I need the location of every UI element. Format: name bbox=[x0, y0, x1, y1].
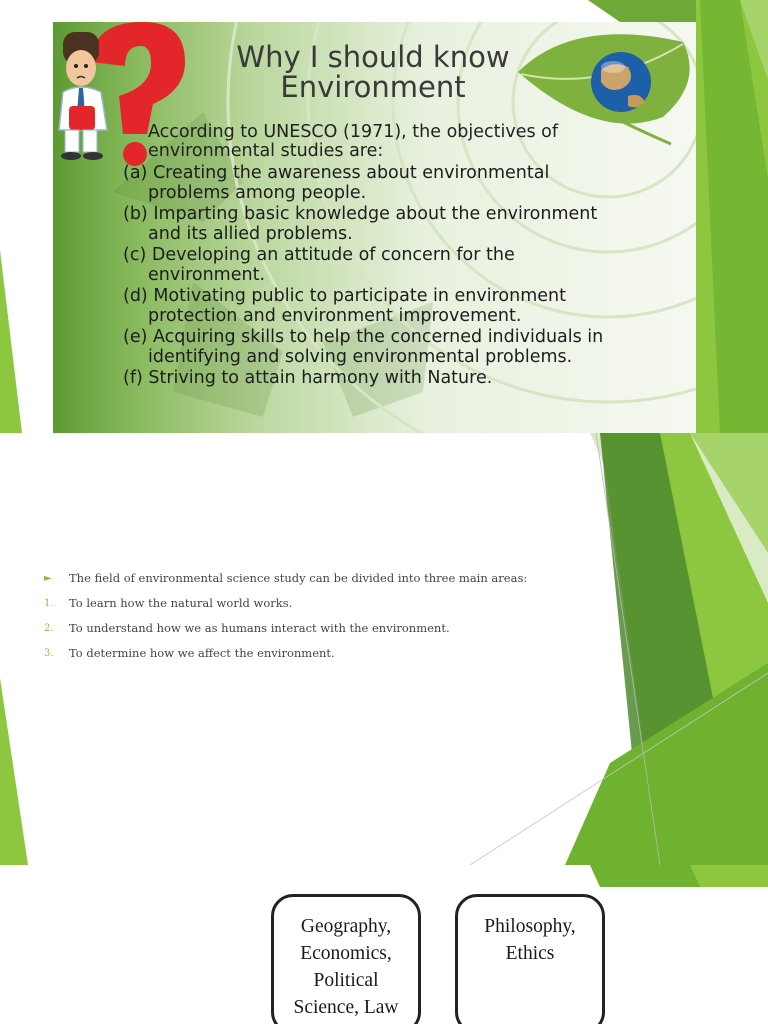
arrow-bullet-icon: ► bbox=[44, 573, 52, 584]
list-item: 3. To determine how we affect the environment. bbox=[44, 646, 335, 660]
list-item: (d) Motivating public to participate in environment protection and environment improvement. bbox=[123, 286, 566, 326]
list-item: (e) Acquiring skills to help the concerned individuals in identifying and solving environmental problems. bbox=[123, 327, 604, 367]
list-item: (f) Striving to attain harmony with Nature. bbox=[123, 368, 493, 388]
discipline-box-philosophy: Philosophy, Ethics bbox=[455, 894, 605, 1024]
intro-text bbox=[148, 123, 668, 161]
intro-line-1: According to UNESCO (1971), the objectives of bbox=[148, 122, 559, 142]
list-item: (b) Imparting basic knowledge about the environment and its allied problems. bbox=[123, 204, 598, 244]
list-item: (c) Developing an attitude of concern for the environment. bbox=[123, 245, 515, 285]
discipline-box-social: Geography, Economics, Political Science, Law bbox=[271, 894, 421, 1024]
slide-3 bbox=[0, 865, 768, 1024]
title-line-2: Environment bbox=[280, 70, 466, 104]
list-item: 2. To understand how we as humans interact with the environment. bbox=[44, 621, 450, 635]
list-item: 1. To learn how the natural world works. bbox=[44, 596, 293, 610]
list-item: ► The field of environmental science study can be divided into three main areas: bbox=[44, 571, 528, 585]
slide-1 bbox=[0, 0, 768, 433]
objectives-list bbox=[123, 164, 683, 391]
areas-list bbox=[44, 571, 564, 671]
title-line-1: Why I should know bbox=[236, 40, 510, 74]
list-item: (a) Creating the awareness about environmental problems among people. bbox=[123, 163, 550, 203]
slide-2 bbox=[0, 433, 768, 865]
intro-line-2: environmental studies are: bbox=[148, 141, 384, 161]
slide-title bbox=[203, 42, 543, 102]
objectives-card bbox=[53, 22, 696, 433]
